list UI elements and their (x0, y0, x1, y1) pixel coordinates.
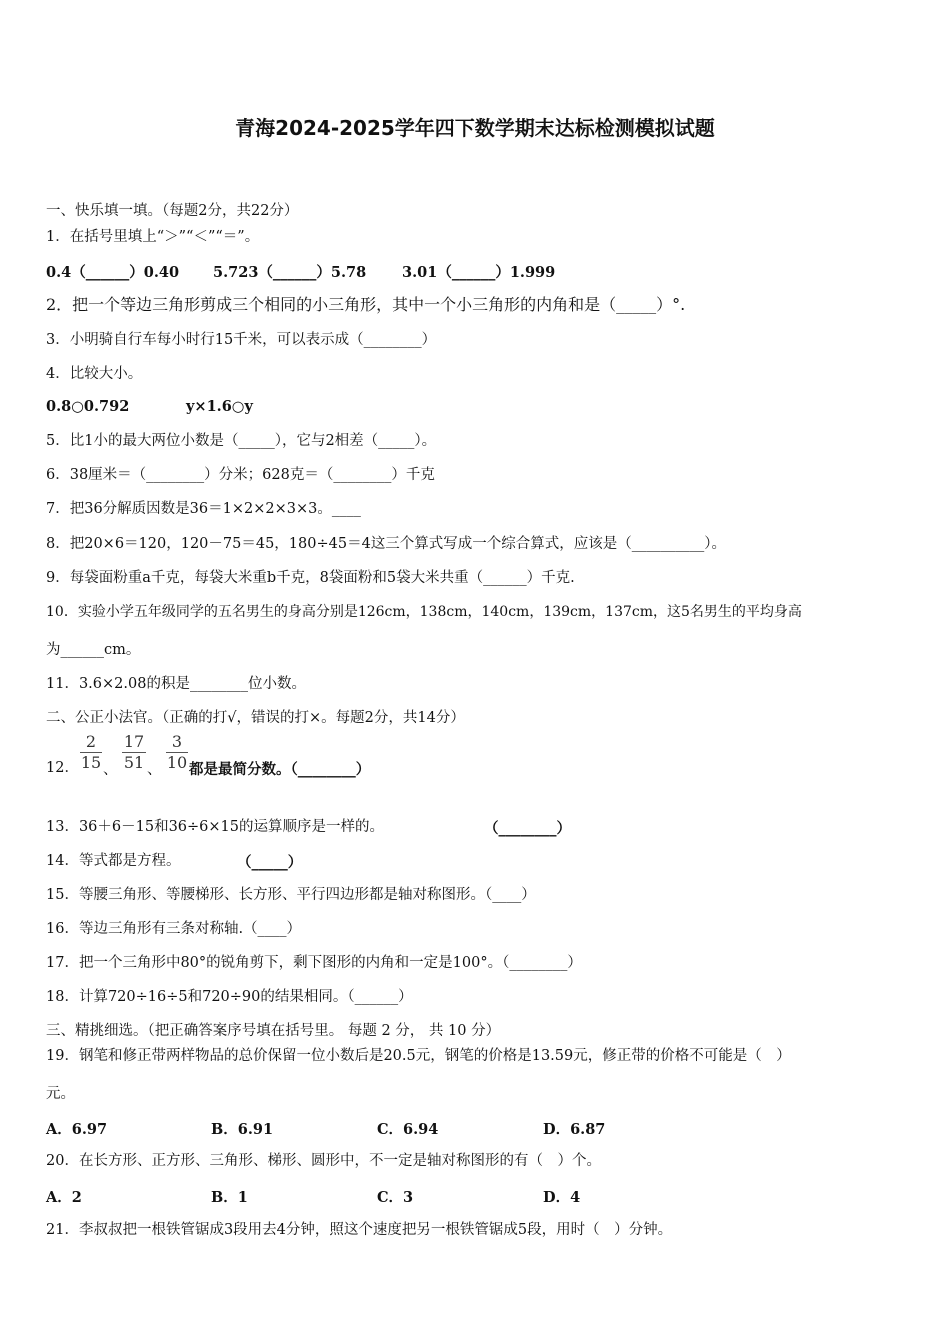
q19-option-a: A．6.97 (46, 1121, 108, 1138)
question-9: 9．每袋面粉重a千克，每袋大米重b千克，8袋面粉和5袋大米共重（______）千克. (46, 570, 575, 586)
q19-option-c: C．6.94 (377, 1121, 439, 1138)
question-12-number: 12． (46, 760, 79, 776)
fraction-denominator: 15 (80, 753, 102, 772)
question-16: 16．等边三角形有三条对称轴.（____） (46, 921, 302, 937)
fraction-numerator: 3 (171, 732, 183, 751)
question-14: 14．等式都是方程。 (46, 853, 181, 869)
fraction-separator: 、 (147, 762, 162, 778)
q20-option-b: B．1 (211, 1189, 248, 1206)
question-4: 4．比较大小。 (46, 366, 143, 382)
question-19-line-2: 元。 (46, 1086, 75, 1102)
q20-option-d: D．4 (543, 1189, 581, 1206)
question-2: 2．把一个等边三角形剪成三个相同的小三角形，其中一个小三角形的内角和是（_____）°. (46, 295, 686, 314)
question-11: 11．3.6×2.08的积是________位小数。 (46, 676, 306, 692)
question-19-line-1: 19．钢笔和修正带两样物品的总价保留一位小数后是20.5元，钢笔的价格是13.59元，修正带的价格不可能是（ ） (46, 1048, 791, 1064)
section-2-heading: 二、公正小法官。（正确的打√，错误的打×。每题2分，共14分） (46, 710, 465, 726)
question-10-line-2: 为______cm。 (46, 642, 141, 658)
q1-item-2: 5.723（______）5.78 (213, 264, 367, 281)
q20-option-a: A．2 (46, 1189, 82, 1206)
fraction-numerator: 2 (85, 732, 97, 751)
question-8: 8．把20×6＝120，120－75＝45，180÷45＝4这三个算式写成一个综合算式，应该是（__________）。 (46, 536, 727, 552)
q19-option-b: B．6.91 (211, 1121, 274, 1138)
q4-item-2: y×1.6○y (186, 398, 253, 415)
q19-option-d: D．6.87 (543, 1121, 606, 1138)
q4-item-1: 0.8○0.792 (46, 398, 130, 415)
question-1: 1．在括号里填上“＞”“＜”“＝”。 (46, 229, 260, 245)
fraction-2-15 (80, 733, 102, 772)
section-3-heading: 三、精挑细选。（把正确答案序号填在括号里。 每题 2 分， 共 10 分） (46, 1023, 501, 1039)
q20-option-c: C．3 (377, 1189, 414, 1206)
q1-item-1: 0.4（______）0.40 (46, 264, 180, 281)
fraction-numerator: 17 (123, 732, 145, 751)
fraction-denominator: 10 (166, 753, 188, 772)
question-12-text: 都是最简分数。（________） (189, 761, 371, 778)
fraction-17-51 (122, 733, 146, 772)
fraction-denominator: 51 (123, 753, 145, 772)
section-1-heading: 一、快乐填一填。（每题2分，共22分） (46, 203, 299, 219)
question-20: 20．在长方形、正方形、三角形、梯形、圆形中，不一定是轴对称图形的有（ ）个。 (46, 1153, 601, 1169)
question-13-blank: （________） (484, 820, 571, 837)
question-21: 21．李叔叔把一根铁管锯成3段用去4分钟，照这个速度把另一根铁管锯成5段，用时（ ）分钟。 (46, 1222, 673, 1238)
question-14-blank: （_____） (237, 854, 303, 871)
question-3: 3．小明骑自行车每小时行15千米，可以表示成（________） (46, 332, 437, 348)
question-7: 7．把36分解质因数是36＝1×2×2×3×3。____ (46, 501, 361, 517)
question-18: 18．计算720÷16÷5和720÷90的结果相同。（______） (46, 989, 413, 1005)
question-5: 5．比1小的最大两位小数是（_____），它与2相差（_____）。 (46, 433, 437, 449)
fraction-separator: 、 (103, 762, 118, 778)
question-17: 17．把一个三角形中80°的锐角剪下，剩下图形的内角和一定是100°。（________） (46, 955, 582, 971)
page-title: 青海2024-2025学年四下数学期末达标检测模拟试题 (235, 116, 715, 140)
fraction-3-10 (166, 733, 188, 772)
question-13: 13．36＋6－15和36÷6×15的运算顺序是一样的。 (46, 819, 385, 835)
question-6: 6．38厘米＝（________）分米；628克＝（________）千克 (46, 467, 435, 483)
question-15: 15．等腰三角形、等腰梯形、长方形、平行四边形都是轴对称图形。（____） (46, 887, 536, 903)
q1-item-3: 3.01（______）1.999 (402, 264, 556, 281)
question-10-line-1: 10．实验小学五年级同学的五名男生的身高分别是126cm，138cm，140cm，139cm，137cm，这5名男生的平均身高 (46, 604, 802, 620)
